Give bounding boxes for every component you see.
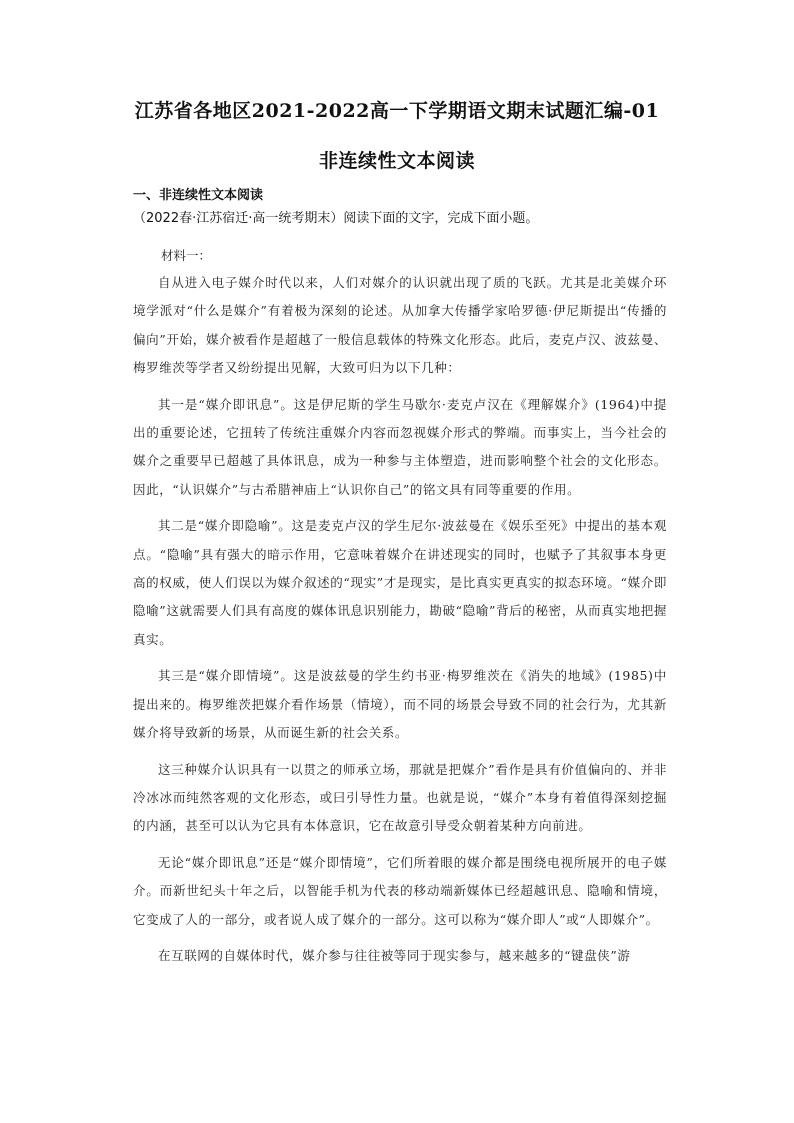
paragraph: 无论“媒介即讯息”还是“媒介即情境”，它们所着眼的媒介都是围绕电视所展开的电子媒介。而新世纪头十年之后，以智能手机为代表的移动端新媒体已经超越讯息、隐喻和情境，它变成了人的一部分，或者说人成了媒介的一部分。这可以称为“媒介即人”或“人即媒介”。	[133, 854, 667, 927]
question-source: （2022春·江苏宿迁·高一统考期末）阅读下面的文字，完成下面小题。	[133, 211, 539, 226]
document-subtitle: 非连续性文本阅读	[318, 150, 475, 172]
document-title: 江苏省各地区2021-2022高一下学期语文期末试题汇编-01	[134, 100, 660, 122]
paragraph: 在互联网的自媒体时代，媒介参与往往被等同于现实参与，越来越多的“键盘侠”游	[158, 947, 631, 963]
paragraph: 其一是“媒介即讯息”。这是伊尼斯的学生马歇尔·麦克卢汉在《理解媒介》(1964)中提出的重要论述，它扭转了传统注重媒介内容而忽视媒介形式的弊端。而事实上，当今社会的媒介之重要早已超越了具体讯息，成为一种参与主体塑造，进而影响整个社会的文化形态。因此，“认识媒介”与古希腊神庙上“认识你自己”的铭文具有同等重要的作用。	[133, 396, 667, 497]
material-label: 材料一：	[161, 248, 212, 263]
paragraph: 这三种媒介认识具有一以贯之的师承立场，那就是把媒介”看作是具有价值偏向的、并非冷冰冰而纯然客观的文化形态，或曰引导性力量。也就是说，“媒介”本身有着值得深刻挖掘的内涵，甚至可以认为它具有本体意识，它在故意引导受众朝着某种方向前进。	[133, 761, 667, 834]
section-heading: 一、非连续性文本阅读	[133, 188, 264, 203]
passage-body	[133, 269, 667, 970]
paragraph: 自从进入电子媒介时代以来，人们对媒介的认识就出现了质的飞跃。尤其是北美媒介环境学派对“什么是媒介”有着极为深刻的论述。从加拿大传播学家哈罗德·伊尼斯提出“传播的偏向”开始，媒介被看作是超越了一般信息载体的特殊文化形态。此后，麦克卢汉、波兹曼、梅罗维茨等学者又纷纷提出见解，大致可归为以下几种：	[133, 275, 667, 376]
paragraph: 其二是“媒介即隐喻”。这是麦克卢汉的学生尼尔·波兹曼在《娱乐至死》中提出的基本观点。“隐喻”具有强大的暗示作用，它意味着媒介在讲述现实的同时，也赋予了其叙事本身更高的权威，使人们误以为媒介叙述的“现实”才是现实，是比真实更真实的拟态环境。“媒介即隐喻”这就需要人们具有高度的媒体讯息识别能力，勘破“隐喻”背后的秘密，从而真实地把握真实。	[133, 518, 667, 647]
paragraph: 其三是“媒介即情境”。这是波兹曼的学生约书亚·梅罗维茨在《消失的地域》(1985)中提出来的。梅罗维茨把媒介看作场景（情境），而不同的场景会导致不同的社会行为，尤其新媒介将导致新的场景，从而诞生新的社会关系。	[133, 668, 667, 741]
